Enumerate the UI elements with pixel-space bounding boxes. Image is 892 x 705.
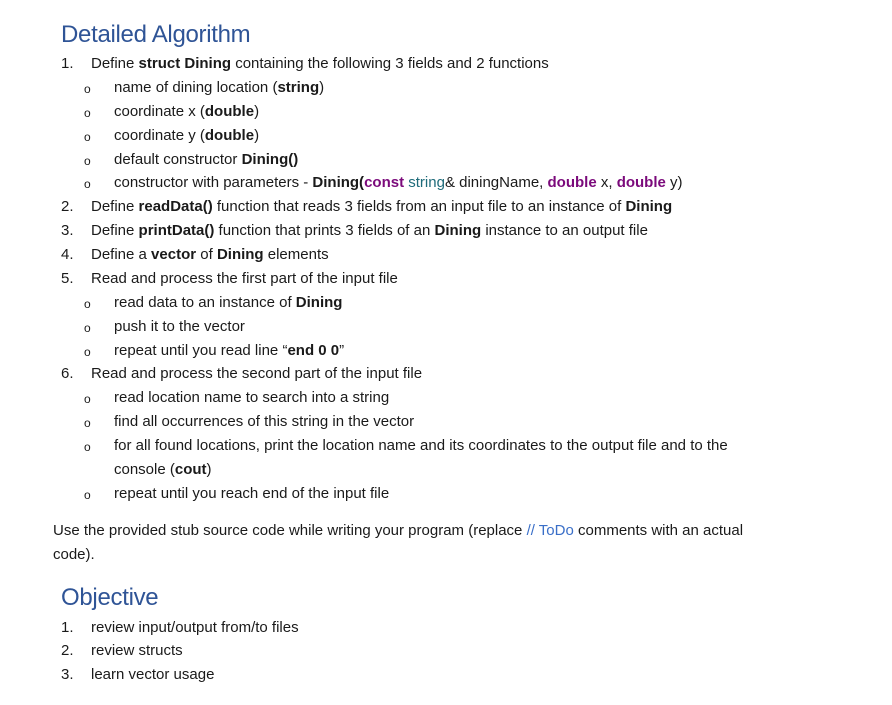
sub-item-continuation: console (cout) bbox=[114, 461, 212, 478]
list-item-step-4: Define a vector of Dining elements bbox=[91, 246, 329, 263]
bullet-icon: o bbox=[84, 488, 91, 502]
bullet-icon: o bbox=[84, 440, 91, 454]
bullet-icon: o bbox=[84, 321, 91, 335]
bullet-icon: o bbox=[84, 82, 91, 96]
heading-detailed-algorithm: Detailed Algorithm bbox=[61, 21, 251, 48]
sub-item: repeat until you reach end of the input file bbox=[114, 485, 390, 502]
list-item-step-5: Read and process the first part of the input file bbox=[91, 270, 398, 287]
list-number: 5. bbox=[61, 270, 74, 287]
bullet-icon: o bbox=[84, 416, 91, 430]
sub-item: for all found locations, print the location name and its coordinates to the output file and to the bbox=[114, 437, 728, 454]
list-number: 3. bbox=[61, 666, 74, 683]
sub-item: read data to an instance of Dining bbox=[114, 294, 343, 311]
bullet-icon: o bbox=[84, 345, 91, 359]
instruction-paragraph: Use the provided stub source code while writing your program (replace // ToDo comments with an actual bbox=[53, 522, 744, 539]
list-number: 3. bbox=[61, 222, 74, 239]
list-number: 1. bbox=[61, 619, 74, 636]
bullet-icon: o bbox=[84, 392, 91, 406]
bullet-icon: o bbox=[84, 297, 91, 311]
list-item-step-6: Read and process the second part of the input file bbox=[91, 365, 423, 382]
objective-item: review structs bbox=[91, 642, 183, 659]
list-item-step-2: Define readData() function that reads 3 fields from an input file to an instance of Dining bbox=[91, 198, 673, 215]
objective-item: learn vector usage bbox=[91, 666, 215, 683]
instruction-paragraph-continuation: code). bbox=[53, 546, 95, 563]
sub-item: push it to the vector bbox=[114, 318, 245, 335]
sub-item: coordinate y (double) bbox=[114, 127, 260, 144]
sub-item: coordinate x (double) bbox=[114, 103, 260, 120]
sub-item: repeat until you read line “end 0 0” bbox=[114, 342, 345, 359]
heading-objective: Objective bbox=[61, 584, 159, 611]
sub-item: read location name to search into a string bbox=[114, 389, 390, 406]
sub-item-constructor-signature: constructor with parameters - Dining(const string& diningName, double x, double y) bbox=[114, 174, 683, 191]
list-number: 2. bbox=[61, 642, 74, 659]
list-item-step-3: Define printData() function that prints 3 fields of an Dining instance to an output file bbox=[91, 222, 648, 239]
list-number: 6. bbox=[61, 365, 74, 382]
list-number: 1. bbox=[61, 55, 74, 72]
list-number: 2. bbox=[61, 198, 74, 215]
list-item-step-1: Define struct Dining containing the following 3 fields and 2 functions bbox=[91, 55, 549, 72]
sub-item: default constructor Dining() bbox=[114, 151, 299, 168]
sub-item: name of dining location (string) bbox=[114, 79, 325, 96]
objective-item: review input/output from/to files bbox=[91, 619, 299, 636]
sub-item: find all occurrences of this string in the vector bbox=[114, 413, 415, 430]
list-number: 4. bbox=[61, 246, 74, 263]
bullet-icon: o bbox=[84, 130, 91, 144]
bullet-icon: o bbox=[84, 106, 91, 120]
bullet-icon: o bbox=[84, 177, 91, 191]
bullet-icon: o bbox=[84, 154, 91, 168]
